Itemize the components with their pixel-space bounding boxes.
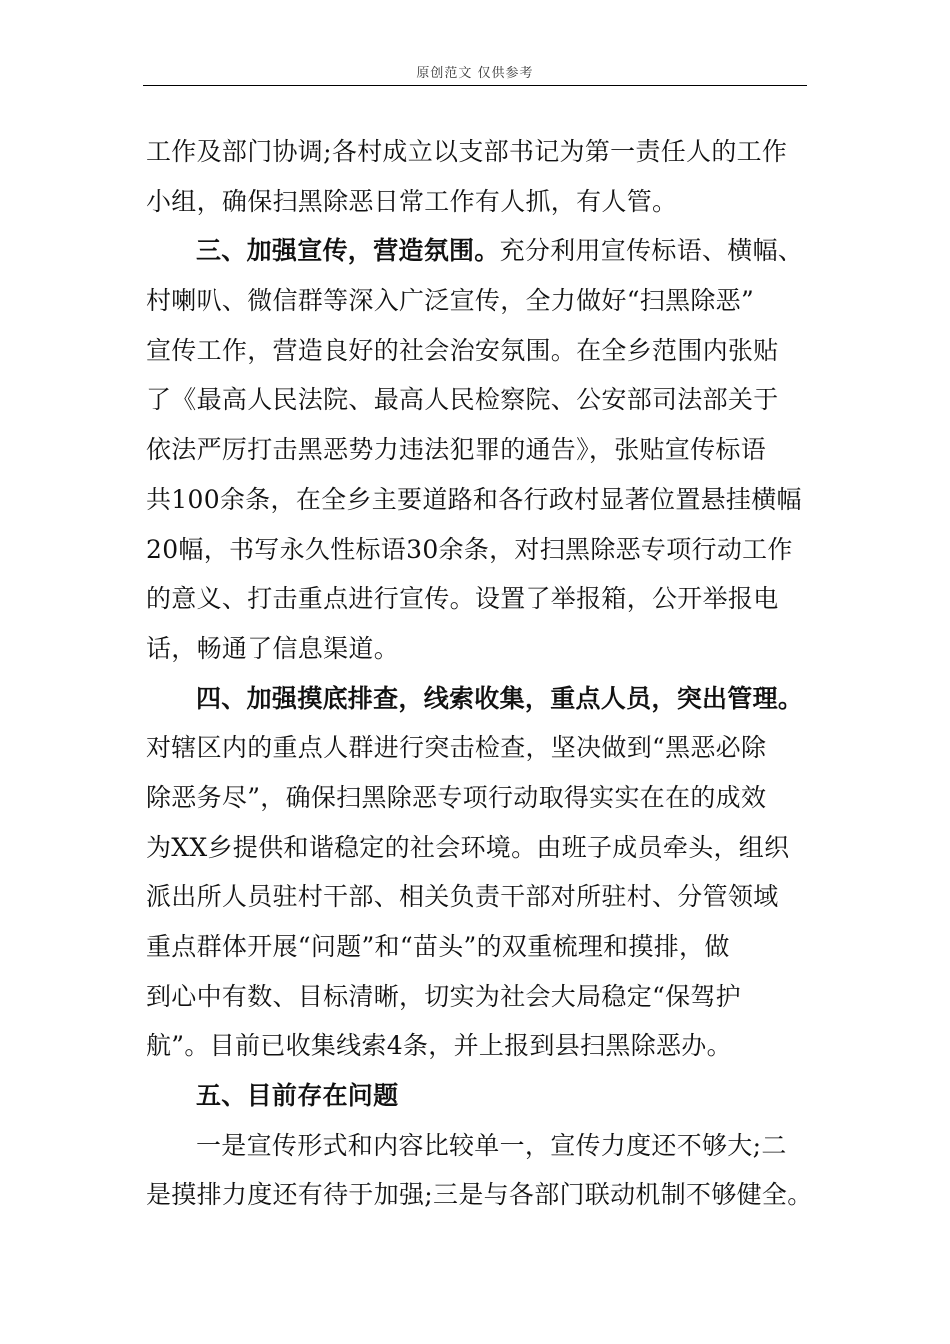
- line-text: 话，畅通了信息渠道。: [146, 633, 400, 663]
- line-text: 充分利用宣传标语、横幅、: [499, 236, 804, 266]
- line-text: 一是宣传形式和内容比较单一，宣传力度还不够大;二: [196, 1130, 787, 1160]
- line-text: 了《最高人民法院、最高人民检察院、公安部司法部关于: [146, 385, 779, 415]
- paragraph-line: [146, 1121, 806, 1171]
- section-three-heading-line: [146, 226, 806, 276]
- header-divider: [143, 85, 807, 86]
- line-text: 对辖区内的重点人群进行突击检查，坚决做到“黑恶必除: [146, 733, 767, 763]
- line-text: 工作及部门协调;各村成立以支部书记为第一责任人的工作: [146, 137, 788, 166]
- section-heading: 四、加强摸底排查，线索收集，重点人员，突出管理。: [196, 683, 804, 713]
- line-text: 共100余条，在全乡主要道路和各行政村显著位置悬挂横幅: [146, 484, 802, 514]
- line-text: 的意义、打击重点进行宣传。设置了举报箱，公开举报电: [146, 584, 779, 614]
- section-heading: 五、目前存在问题: [196, 1081, 399, 1111]
- line-text: 派出所人员驻村干部、相关负责干部对所驻村、分管领域: [146, 882, 779, 912]
- paragraph-line: [146, 574, 806, 624]
- document-body: [146, 127, 813, 1220]
- paragraph-line: [146, 127, 806, 177]
- paragraph-line: [146, 375, 806, 425]
- section-heading: 三、加强宣传，营造氛围。: [196, 236, 500, 266]
- paragraph-line: [146, 1021, 806, 1071]
- line-text: 重点群体开展“问题”和“苗头”的双重梳理和摸排，做: [146, 932, 730, 961]
- paragraph-line: [146, 922, 806, 972]
- paragraph-line: [146, 177, 806, 227]
- paragraph-line: [146, 425, 806, 475]
- line-text: 宣传工作，营造良好的社会治安氛围。在全乡范围内张贴: [146, 335, 779, 365]
- paragraph-line: [146, 1170, 813, 1220]
- paragraph-line: [146, 773, 806, 823]
- line-text: 依法严厉打击黑恶势力违法犯罪的通告》，张贴宣传标语: [146, 435, 767, 465]
- section-five-heading-line: [146, 1071, 806, 1121]
- paragraph-line: [146, 872, 806, 922]
- paragraph-line: [146, 475, 806, 525]
- line-text: 航”。目前已收集线索4条，并上报到县扫黑除恶办。: [146, 1031, 732, 1061]
- line-text: 20幅，书写永久性标语30余条，对扫黑除恶专项行动工作: [146, 534, 793, 564]
- paragraph-line: [146, 972, 806, 1022]
- page-header: 原创范文 仅供参考: [416, 66, 534, 81]
- paragraph-line: [146, 276, 806, 326]
- line-text: 为XX乡提供和谐稳定的社会环境。由班子成员牵头，组织: [146, 832, 790, 862]
- line-text: 村喇叭、微信群等深入广泛宣传，全力做好“扫黑除恶”: [146, 286, 755, 316]
- paragraph-line: [146, 624, 806, 674]
- line-text: 除恶务尽”，确保扫黑除恶专项行动取得实实在在的成效: [146, 782, 767, 812]
- line-text: 是摸排力度还有待于加强;三是与各部门联动机制不够健全。: [146, 1180, 813, 1210]
- line-text: 到心中有数、目标清晰，切实为社会大局稳定“保驾护: [146, 981, 741, 1011]
- paragraph-line: [146, 723, 806, 773]
- section-four-heading-line: [146, 674, 806, 724]
- paragraph-line: [146, 326, 806, 376]
- line-text: 小组，确保扫黑除恶日常工作有人抓，有人管。: [146, 186, 678, 216]
- paragraph-line: [146, 823, 806, 873]
- paragraph-line: [146, 525, 806, 575]
